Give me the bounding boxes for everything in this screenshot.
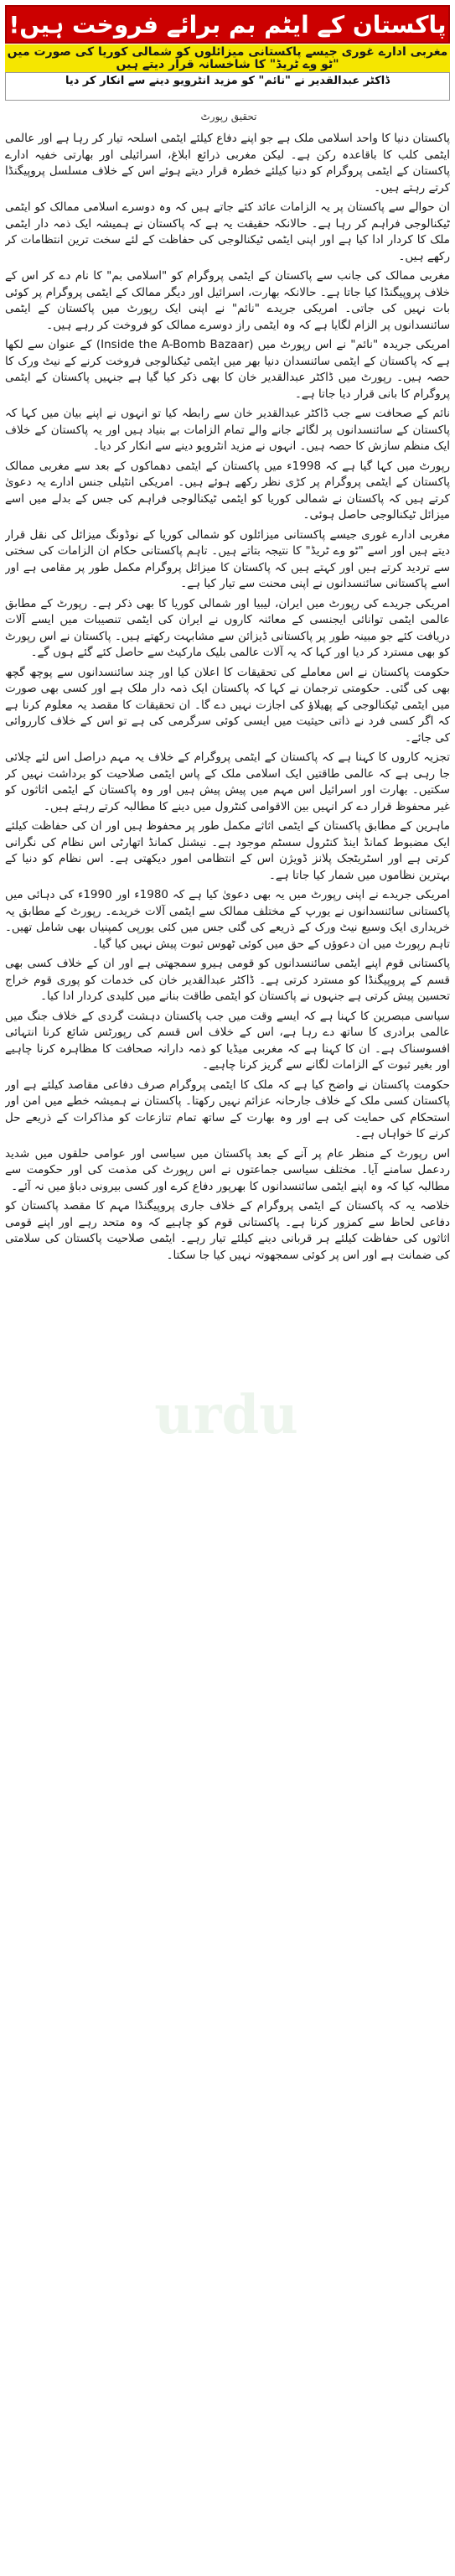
- intro-box: [5, 72, 450, 101]
- watermark-logo: urdu: [154, 1384, 298, 1446]
- paragraph: ماہرین کے مطابق پاکستان کے ایٹمی اثاثے مکمل طور پر محفوظ ہیں اور ان کی حفاظت کیلئے ایک مضبوط کمانڈ اینڈ کنٹرول سسٹم موجود ہے۔ نیشنل کمانڈ اتھارٹی اس نظام کی نگرانی کرتی ہے اور اسٹریٹجک پلانز ڈویژن اس کے انتظامی امور دیکھتی ہے۔ اس نظام کو دنیا کے بہترین نظاموں میں شمار کیا جاتا ہے۔: [5, 819, 450, 882]
- paragraph: امریکی جریدے کی رپورٹ میں ایران، لیبیا اور شمالی کوریا کا بھی ذکر ہے۔ رپورٹ کے مطابق عالمی ایٹمی توانائی ایجنسی کے معائنہ کاروں نے ایران کی ایٹمی تنصیبات میں ایسے آلات دریافت کئے جو مبینہ طور پر پاکستانی ڈیزائن سے مشابہت رکھتے ہیں۔ پاکستان نے اس رپورٹ کو بھی مسترد کر دیا اور کہا کہ یہ آلات عالمی بلیک مارکیٹ سے حاصل کئے گئے ہوں گے۔: [5, 596, 450, 659]
- paragraph: ان حوالے سے پاکستان پر یہ الزامات عائد کئے جاتے ہیں کہ وہ دوسرے اسلامی ممالک کو ایٹمی ٹیکنالوجی فراہم کر رہا ہے۔ حالانکہ حقیقت یہ ہے کہ پاکستان نے ہمیشہ ایک ذمہ دار ایٹمی ملک کا کردار ادا کیا ہے اور اپنی ایٹمی ٹیکنالوجی کی حفاظت کے لئے سخت ترین انتظامات کر رکھے ہیں۔: [5, 200, 450, 263]
- paragraph: مغربی ادارے غوری جیسے پاکستانی میزائلوں کو شمالی کوریا کے نوڈونگ میزائل کی نقل قرار دیتے ہیں اور اسے "ٹو وے ٹریڈ" کا نتیجہ بتاتے ہیں۔ تاہم پاکستانی حکام ان الزامات کی سختی سے تردید کرتے ہیں اور کہتے ہیں کہ پاکستان کا میزائل پروگرام مکمل طور پر مقامی ہے اور اسے پاکستانی سائنسدانوں نے اپنی محنت سے تیار کیا ہے۔: [5, 527, 450, 590]
- subheadline-banner: [5, 44, 450, 72]
- paragraph: اس رپورٹ کے منظر عام پر آنے کے بعد پاکستان میں سیاسی اور عوامی حلقوں میں شدید ردعمل سامنے آیا۔ مختلف سیاسی جماعتوں نے اس رپورٹ کی مذمت کی اور حکومت سے مطالبہ کیا کہ وہ اپنے ایٹمی سائنسدانوں کا بھرپور دفاع کرے اور کسی بیرونی دباؤ میں نہ آئے۔: [5, 1146, 450, 1193]
- paragraph: حکومت پاکستان نے واضح کیا ہے کہ ملک کا ایٹمی پروگرام صرف دفاعی مقاصد کیلئے ہے اور پاکستان کسی ملک کے خلاف جارحانہ عزائم نہیں رکھتا۔ پاکستان نے ہمیشہ خطے میں امن اور استحکام کی حمایت کی ہے اور وہ بھارت کے ساتھ تمام تنازعات کو مذاکرات کے ذریعے حل کرنے کا خواہاں ہے۔: [5, 1078, 450, 1140]
- page-title: پاکستان کے ایٹم بم برائے فروخت ہیں!: [8, 11, 447, 39]
- article-body: [5, 131, 450, 2571]
- paragraph: تجزیہ کاروں کا کہنا ہے کہ پاکستان کے ایٹمی پروگرام کے خلاف یہ مہم دراصل اس لئے چلائی جا رہی ہے کہ عالمی طاقتیں ایک اسلامی ملک کے پاس ایٹمی صلاحیت کو برداشت نہیں کر سکتیں۔ بھارت اور اسرائیل اس مہم میں پیش پیش ہیں اور وہ پاکستان کے ایٹمی اثاثوں کو غیر محفوظ قرار دے کر انہیں بین الاقوامی کنٹرول میں دینے کا مطالبہ کرتے رہتے ہیں۔: [5, 750, 450, 813]
- paragraph: خلاصہ یہ کہ پاکستان کے ایٹمی پروگرام کے خلاف جاری پروپیگنڈا مہم کا مقصد پاکستان کو دفاعی لحاظ سے کمزور کرنا ہے۔ پاکستانی قوم کو چاہیے کہ وہ متحد رہے اور اپنے قومی اثاثوں کی حفاظت کیلئے ہر قربانی دینے کیلئے تیار رہے۔ ایٹمی صلاحیت پاکستان کی سلامتی کی ضمانت ہے اور اس پر کوئی سمجھوتہ نہیں کیا جا سکتا۔: [5, 1199, 450, 1262]
- intro-line: ڈاکٹر عبدالقدیر نے "نائم" کو مزید انٹرویو دینے سے انکار کر دیا: [65, 75, 390, 87]
- byline: تحقیق رپورٹ: [200, 111, 257, 122]
- paragraph: امریکی جریدے نے اپنی رپورٹ میں یہ بھی دعویٰ کیا ہے کہ 1980ء اور 1990ء کی دہائی میں پاکستانی سائنسدانوں نے یورپ کے مختلف ممالک سے ایٹمی آلات خریدے۔ رپورٹ کے مطابق یہ خریداری ایک وسیع نیٹ ورک کے ذریعے کی گئی جس میں کئی یورپی کمپنیاں بھی شامل تھیں۔ تاہم رپورٹ میں ان دعوؤں کے حق میں کوئی ٹھوس ثبوت پیش نہیں کیا گیا۔: [5, 888, 450, 951]
- paragraph: حکومت پاکستان نے اس معاملے کی تحقیقات کا اعلان کیا اور چند سائنسدانوں سے پوچھ گچھ بھی کی گئی۔ حکومتی ترجمان نے کہا کہ پاکستان ایک ذمہ دار ملک ہے اور کسی بھی صورت میں ایٹمی ٹیکنالوجی کے پھیلاؤ کی اجازت نہیں دے گا۔ ان تحقیقات کا مقصد یہ معلوم کرنا ہے کہ اگر کسی فرد نے ذاتی حیثیت میں ایسی کوئی سرگرمی کی ہے تو اس کے خلاف کارروائی کی جائے۔: [5, 665, 450, 745]
- headline-banner: [5, 5, 450, 44]
- paragraph: امریکی جریدہ "نائم" نے اس رپورٹ میں (Inside the A-Bomb Bazaar) کے عنوان سے لکھا ہے کہ پاکستان کے ایٹمی سائنسدان دنیا بھر میں ایٹمی ٹیکنالوجی فروخت کرنے کے نیٹ ورک کا حصہ ہیں۔ رپورٹ میں ڈاکٹر عبدالقدیر خان کا بھی ذکر کیا گیا ہے جنہیں پاکستان کے ایٹمی پروگرام کا بانی قرار دیا جاتا ہے۔: [5, 338, 450, 401]
- subheadline: مغربی ادارے غوری جیسے پاکستانی میزائلوں کو شمالی کوریا کی صورت میں "ٹو وے ٹریڈ" کا شاخسانہ قرار دیتے ہیں: [7, 45, 448, 71]
- paragraph: پاکستانی قوم اپنے ایٹمی سائنسدانوں کو قومی ہیرو سمجھتی ہے اور ان کے خلاف کسی بھی قسم کے پروپیگنڈا کو مسترد کرتی ہے۔ ڈاکٹر عبدالقدیر خان کی خدمات کو پوری قوم خراج تحسین پیش کرتی ہے جنہوں نے پاکستان کو ایٹمی طاقت بنانے میں کلیدی کردار ادا کیا۔: [5, 957, 450, 1003]
- paragraph: نائم کے صحافت سے جب ڈاکٹر عبدالقدیر خان سے رابطہ کیا تو انہوں نے اپنے بیان میں کہا کہ پاکستان کے سائنسدانوں پر لگائے جانے والے تمام الزامات بے بنیاد ہیں اور یہ پاکستان کے خلاف ایک منظم سازش کا حصہ ہیں۔ انہوں نے مزید انٹرویو دینے سے انکار کر دیا۔: [5, 407, 450, 453]
- paragraph: مغربی ممالک کی جانب سے پاکستان کے ایٹمی پروگرام کو "اسلامی بم" کا نام دے کر اس کے خلاف پروپیگنڈا کیا جاتا ہے۔ حالانکہ بھارت، اسرائیل اور دیگر ممالک کے ایٹمی پروگرام پر کوئی بات نہیں کی جاتی۔ امریکی جریدے "نائم" نے اپنی ایک رپورٹ میں پاکستان کے ایٹمی سائنسدانوں پر الزام لگایا ہے کہ وہ ایٹمی راز دوسرے ممالک کو فروخت کر رہے ہیں۔: [5, 269, 450, 332]
- paragraph: رپورٹ میں کہا گیا ہے کہ 1998ء میں پاکستان کے ایٹمی دھماکوں کے بعد سے مغربی ممالک پاکستان کے ایٹمی پروگرام پر کڑی نظر رکھے ہوئے ہیں۔ امریکی انٹیلی جنس ادارے یہ دعویٰ کرتے ہیں کہ پاکستان نے شمالی کوریا کو ایٹمی ٹیکنالوجی فراہم کی جس کے بدلے میں اسے میزائل ٹیکنالوجی حاصل ہوئی۔: [5, 459, 450, 522]
- paragraph: سیاسی مبصرین کا کہنا ہے کہ ایسے وقت میں جب پاکستان دہشت گردی کے خلاف جنگ میں عالمی برادری کا ساتھ دے رہا ہے، اس کے خلاف اس قسم کی رپورٹس شائع کرنا انتہائی افسوسناک ہے۔ ان کا کہنا ہے کہ مغربی میڈیا کو ذمہ دارانہ صحافت کا مظاہرہ کرنا چاہیے اور بغیر ثبوت کے الزامات لگانے سے گریز کرنا چاہیے۔: [5, 1009, 450, 1072]
- paragraph: پاکستان دنیا کا واحد اسلامی ملک ہے جو اپنے دفاع کیلئے ایٹمی اسلحہ تیار کر رہا ہے اور عالمی ایٹمی کلب کا باقاعدہ رکن ہے۔ لیکن مغربی ذرائع ابلاغ، اسرائیلی اور بھارتی خفیہ ادارے پاکستان کے ایٹمی پروگرام کو دنیا کیلئے خطرہ قرار دیتے ہوئے اس کے خلاف مسلسل پروپیگنڈا کرتے رہتے ہیں۔: [5, 132, 450, 195]
